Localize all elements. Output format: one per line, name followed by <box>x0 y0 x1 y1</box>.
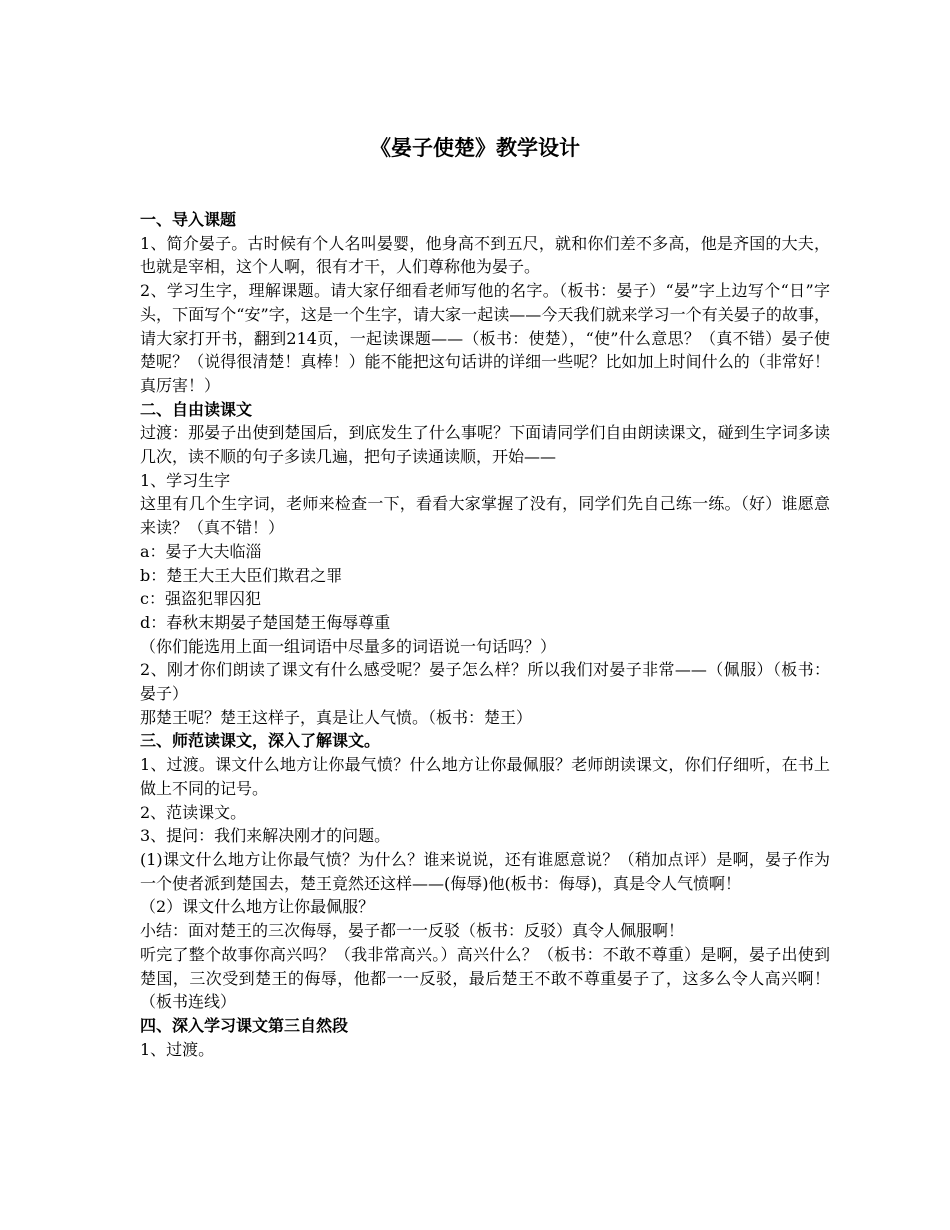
paragraph: 3、提问：我们来解决刚才的问题。 <box>140 826 391 846</box>
paragraph: 过渡：那晏子出使到楚国后，到底发生了什么事呢？下面请同学们自由朗读课文，碰到生字词多读几次，读不顺的句子多读几遍，把句子读通读顺，开始—— <box>140 423 830 467</box>
document-body <box>140 208 830 1061</box>
paragraph: (1)课文什么地方让你最气愤？为什么？谁来说说，还有谁愿意说？（稍加点评）是啊，晏子作为一个使者派到楚国去，楚王竟然还这样——(侮辱)他(板书：侮辱)，真是令人气愤啊！ <box>140 849 830 893</box>
vocab-line: b：楚王大王大臣们欺君之罪 <box>140 565 343 585</box>
paragraph: 这里有几个生字词，老师来检查一下，看看大家掌握了没有，同学们先自己练一练。（好）谁愿意来读？（真不错！） <box>140 494 830 538</box>
paragraph: 那楚王呢？楚王这样子，真是让人气愤。（板书：楚王） <box>140 707 533 727</box>
section-heading-teacher-reading: 三、师范读课文，深入了解课文。 <box>140 731 381 751</box>
vocab-line: d：春秋末期晏子楚国楚王侮辱尊重 <box>140 612 391 632</box>
paragraph: 1、学习生字 <box>140 470 231 490</box>
paragraph: 1、简介晏子。古时候有个人名叫晏婴，他身高不到五尺，就和你们差不多高，他是齐国的大夫，也就是宰相，这个人啊，很有才干，人们尊称他为晏子。 <box>140 233 830 277</box>
paragraph: （2）课文什么地方让你最佩服？ <box>140 897 375 917</box>
paragraph: 小结：面对楚王的三次侮辱，晏子都一一反驳（板书：反驳）真令人佩服啊！ <box>140 921 685 941</box>
document-title: 《晏子使楚》教学设计 <box>370 135 580 160</box>
paragraph: 2、刚才你们朗读了课文有什么感受呢？晏子怎么样？所以我们对晏子非常——（佩服）（板书：晏子） <box>140 660 830 704</box>
vocab-line: a：晏子大夫临淄 <box>140 541 262 561</box>
paragraph: 2、学习生字，理解课题。请大家仔细看老师写他的名字。（板书：晏子）“晏”字上边写个“日”字头，下面写个“安”字，这是一个生字，请大家一起读——今天我们就来学习一个有关晏子的故事，请大家打开书，翻到214页，一起读课题——（板书：使楚），“使”什么意思？（真不错）晏子使楚呢？（说得很清楚！真棒！）能不能把这句话讲的详细一些呢？比如加上时间什么的（非常好！真厉害！） <box>140 281 830 395</box>
section-heading-free-reading: 二、自由读课文 <box>140 399 253 419</box>
paragraph: 听完了整个故事你高兴吗？（我非常高兴。）高兴什么？（板书：不敢不尊重）是啊，晏子出使到楚国，三次受到楚王的侮辱，他都一一反驳，最后楚王不敢不尊重晏子了，这多么令人高兴啊！（板书连线） <box>140 944 830 1012</box>
paragraph: 2、范读课文。 <box>140 802 247 822</box>
paragraph: （你们能选用上面一组词语中尽量多的词语说一句话吗？） <box>140 636 557 656</box>
section-heading-paragraph-three: 四、深入学习课文第三自然段 <box>140 1015 349 1035</box>
paragraph: 1、过渡。 <box>140 1039 215 1059</box>
section-heading-intro: 一、导入课题 <box>140 210 237 229</box>
vocab-line: c：强盗犯罪囚犯 <box>140 589 261 609</box>
paragraph: 1、过渡。课文什么地方让你最气愤？什么地方让你最佩服？老师朗读课文，你们仔细听，在书上做上不同的记号。 <box>140 755 830 798</box>
